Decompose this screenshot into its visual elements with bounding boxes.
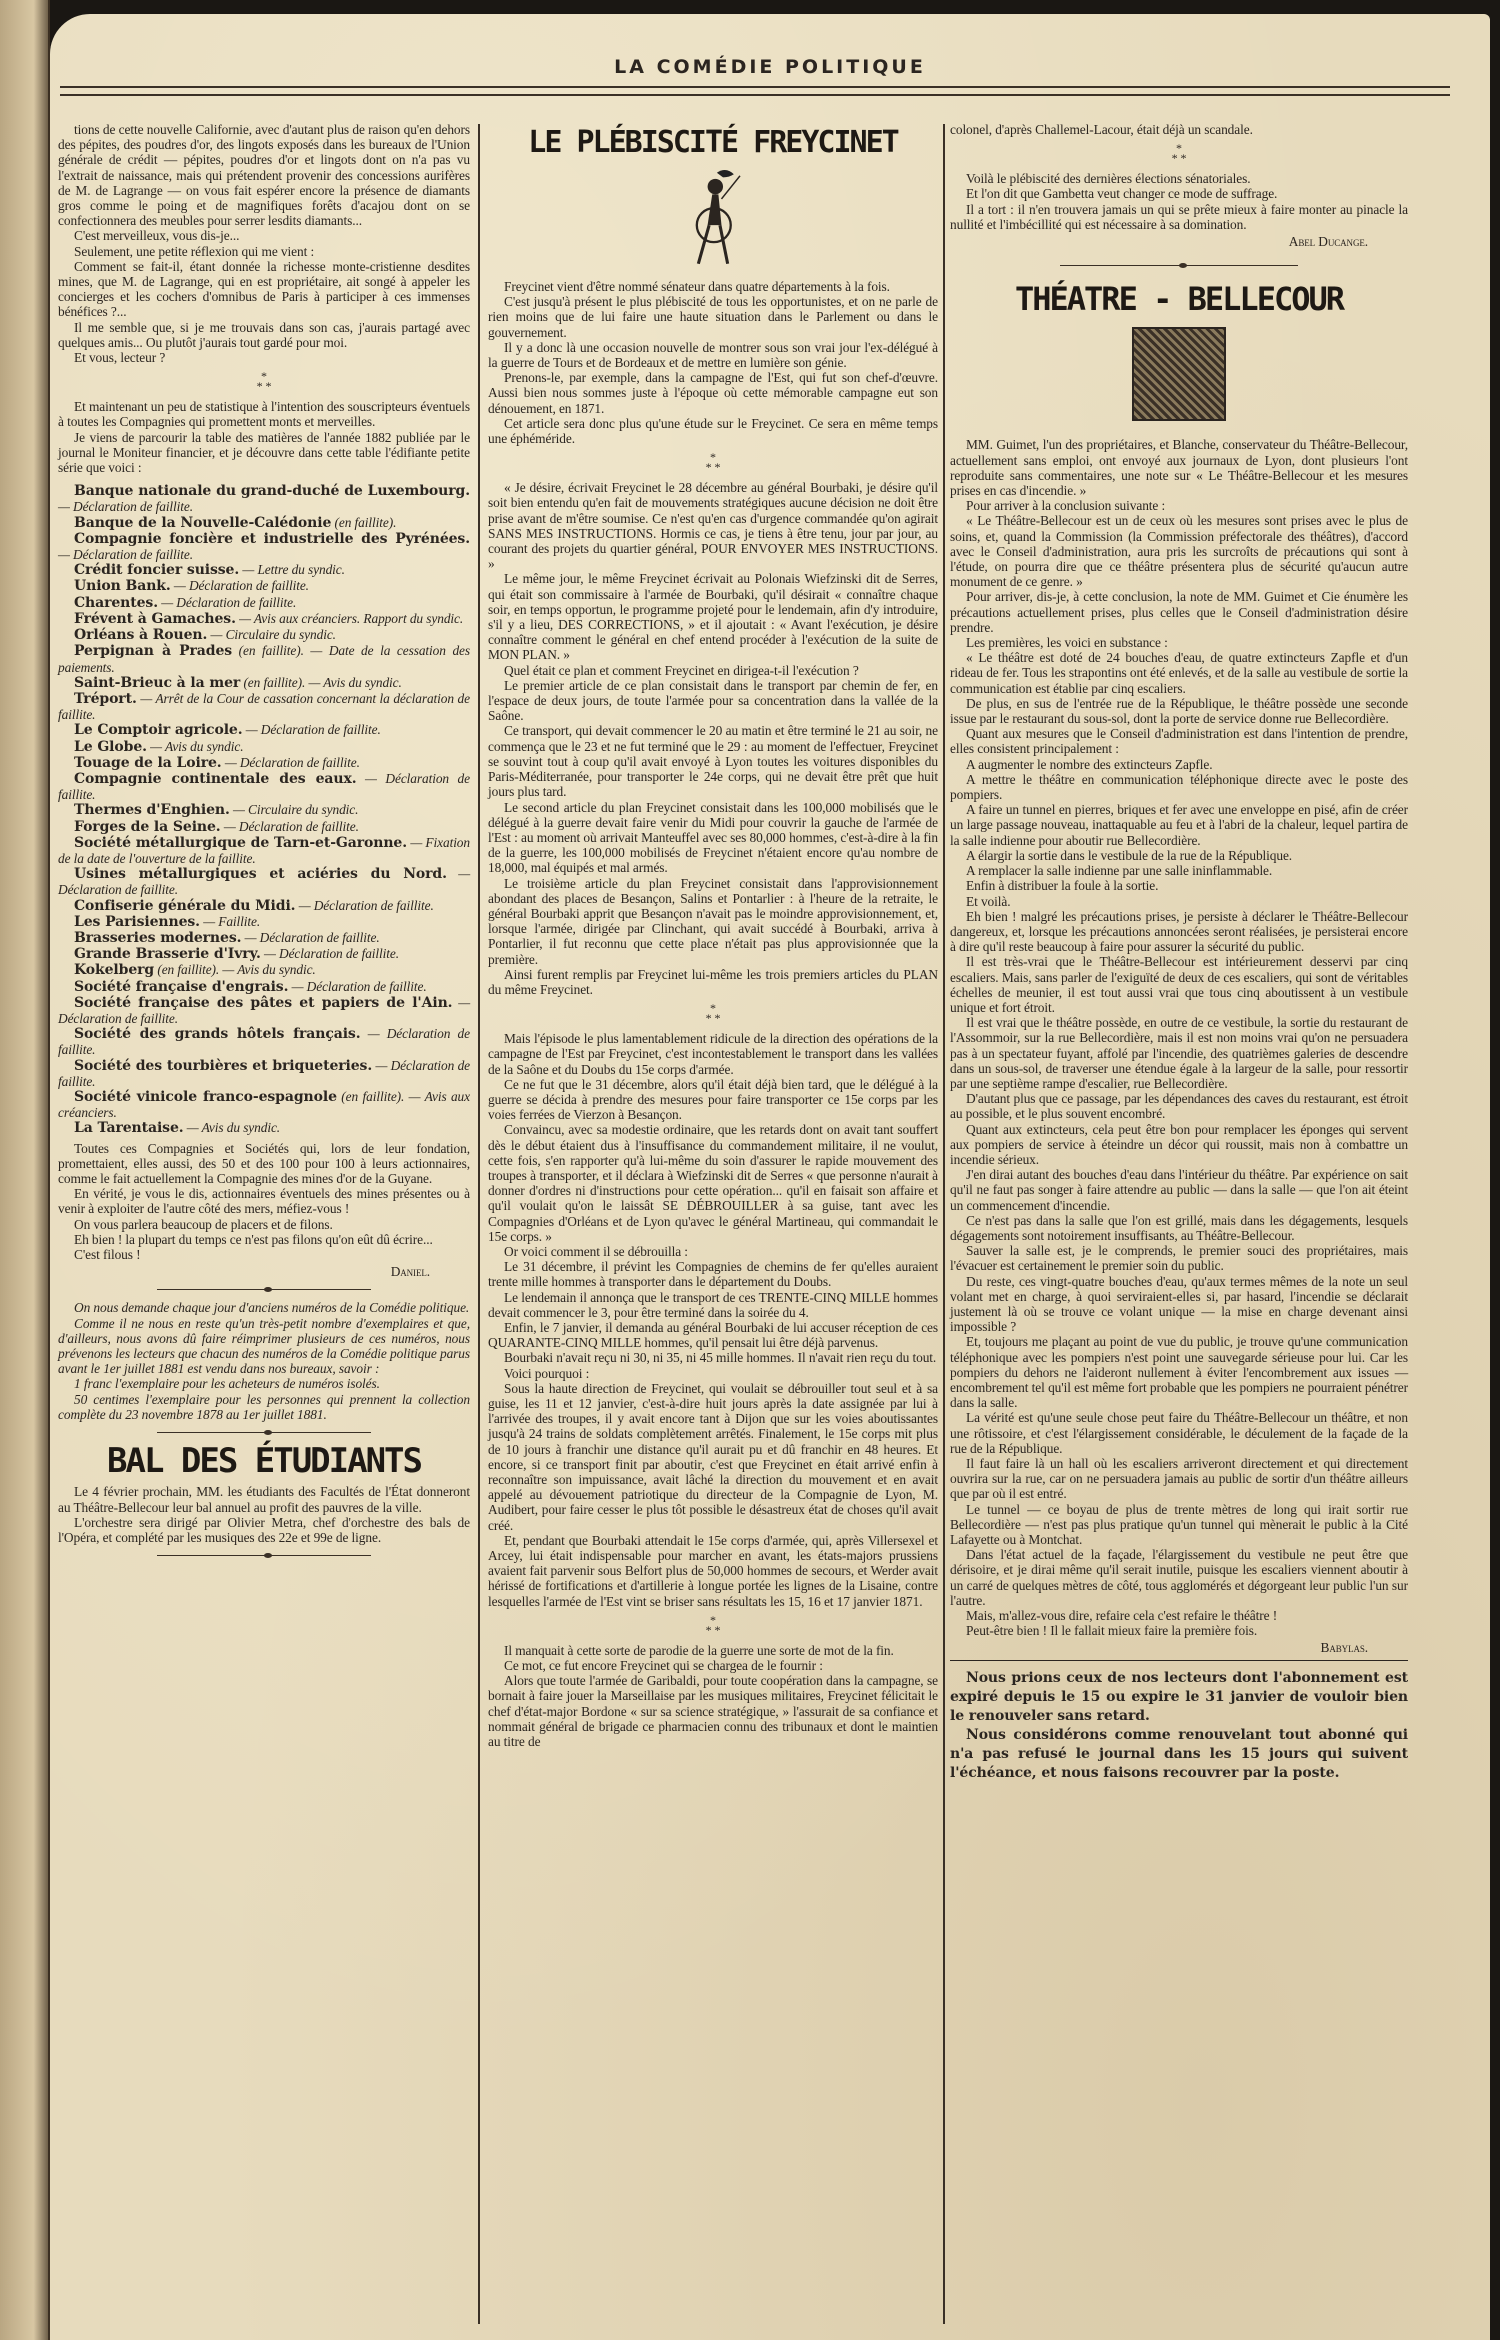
company-status: — Déclaration de faillite. <box>58 866 470 898</box>
paragraph: Ce n'est pas dans la salle que l'on est grillé, mais dans les dégagements, lesquels dégagements sont notoirement insuffisants, au Théâtre-Bellecour. <box>950 1212 1408 1243</box>
company-entry <box>58 595 470 611</box>
paragraph: Alors que toute l'armée de Garibaldi, pour toute coopération dans la campagne, se bornait à faire jouer la Marseillaise par les musiques militaires, Freycinet félicitait le chef d'état-major Bordone « sur sa science stratégique, » l'assurait de sa confiance et nommait général de brigade ce pharmacien connu des tribunaux et dont le maintien au titre de <box>488 1673 938 1750</box>
company-name: Charentes. <box>74 594 158 611</box>
paragraph: A mettre le théâtre en communication téléphonique directe avec le poste des pompiers. <box>950 771 1408 803</box>
company-entry <box>58 946 470 962</box>
paragraph: Il y a donc là une occasion nouvelle de montrer sous son vrai jour l'ex-délégué à la guerre de Tours et de Bordeaux et de mettre en lumière son génie. <box>488 339 938 371</box>
mining-article-intro <box>58 122 470 365</box>
company-entry <box>58 1089 470 1120</box>
section-stars: * * * <box>1171 141 1187 166</box>
company-entry <box>58 930 470 946</box>
paragraph: A remplacer la salle indienne par une salle ininflammable. <box>966 863 1273 879</box>
previous-page-edge <box>0 0 50 2340</box>
paragraph: Ainsi furent remplis par Freycinet lui-même les trois premiers articles du PLAN du même Freycinet. <box>488 966 938 997</box>
paragraph: Seulement, une petite réflexion qui me vient : <box>74 243 315 259</box>
statistics-intro <box>58 399 470 475</box>
paragraph: Le même jour, le même Freycinet écrivait au Polonais Wiefzinski dit de Serres, qui était son commissaire à l'armée de Bourbaki, qu'il désirait « connaître chaque soir, en temps opportun, le programme projeté pour le lendemain, afin d'y introduire, s'il y a lieu, DES CORRECTIONS, » et il ajoutait : « Avant l'exécution, je désire connaître comment le général en chef entend procéder à l'exécution de la suite de MON PLAN. » <box>488 571 938 663</box>
bal-article <box>58 1484 470 1545</box>
subscription-notice <box>950 1669 1408 1783</box>
company-status: (en faillite). — Avis du syndic. <box>157 962 316 978</box>
paragraph: Ce mot, ce fut encore Freycinet qui se chargea de le fournir : <box>504 1658 823 1674</box>
company-entry <box>58 914 470 930</box>
paragraph: Pour arriver à la conclusion suivante : <box>966 498 1166 514</box>
back-issues-notice <box>58 1300 470 1422</box>
company-name: Crédit foncier suisse. <box>74 562 240 579</box>
paragraph: A augmenter le nombre des extincteurs Zapfle. <box>966 756 1213 772</box>
company-name: Usines métallurgiques et aciéries du Nord. <box>74 866 447 883</box>
company-entry <box>58 722 470 738</box>
paragraph: Et, toujours me plaçant au point de vue du public, je trouve qu'une communication téléphonique avec les pompiers n'est point une sauvegarde sérieuse pour lui. Car les pompiers du dehors ne l'aideront nullement à éviter l'encombrement aux issues — encombrement tel qu'il est même fort probable que les pompiers ne pourraient pénétrer dans la salle. <box>950 1334 1408 1411</box>
paragraph: Dans l'état actuel de la façade, l'élargissement du vestibule ne peut être que dérisoire, et je dirai même qu'il serait inutile, puisque les escaliers viennent aboutir à un carré de quelques mètres de côté, tous agglomérés et dégorgeant leur public l'un sur l'autre. <box>950 1547 1408 1608</box>
company-entry <box>58 979 470 995</box>
company-status: — Déclaration de faillite. <box>291 978 427 994</box>
company-status: — Déclaration de faillite. <box>58 770 470 803</box>
company-name: Kokelberg <box>74 962 155 979</box>
company-name: Thermes d'Enghien. <box>74 802 230 819</box>
company-name: Compagnie continentale des eaux. <box>74 770 357 787</box>
paragraph: J'en dirai autant des bouches d'eau dans l'intérieur du théâtre. Par expérience on sait qu'il ne faut pas songer à faire attendre au public — dans la salle — que l'on ait éteint un commencement d'incendie. <box>950 1167 1408 1213</box>
company-entry <box>58 898 470 914</box>
paragraph: Et voilà. <box>966 893 1011 909</box>
company-status: — Déclaration de faillite. <box>58 1026 470 1058</box>
right-column <box>950 122 1408 1783</box>
company-entry <box>58 515 470 531</box>
freycinet-section-4 <box>488 1643 938 1749</box>
company-status: — Déclaration de faillite. <box>263 946 399 962</box>
paragraph: Et l'on dit que Gambetta veut changer ce mode de suffrage. <box>966 186 1278 202</box>
paragraph: Ce transport, qui devait commencer le 20 au matin et être terminé le 21 au soir, ne commença que le 23 et ne fut terminé que le 29 : au moment de l'effectuer, Freycinet se souvint tout à coup qu'il avait envoyé à Lyon toutes les voitures disponibles du Paris-Méditerranée, pour transporter le 24e corps, qui ne devait être prêt que huit jours plus tard. <box>488 723 938 800</box>
company-status: (en faillite). — Avis du syndic. <box>243 674 402 690</box>
paragraph: Toutes ces Compagnies et Sociétés qui, lors de leur fondation, promettaient, elles aussi, des 50 et des 100 pour 100 à leurs actionnaires, comme le fait actuellement la Compagnie des mines d'or de la Guyane. <box>58 1140 470 1186</box>
paragraph: Le 31 décembre, il prévint les Compagnies de chemins de fer qu'elles auraient trente mille hommes à transporter dans le département du Doubs. <box>488 1259 938 1290</box>
company-name: Le Globe. <box>74 738 147 755</box>
ornament-divider <box>157 1432 371 1433</box>
paragraph: Comment se fait-il, étant donnée la richesse monte-cristienne desdites mines, que M. de Lagrange, qui en est propriétaire, ait songé à appeler les concierges et les cochers d'omnibus de Paris à participer à ces immenses bénéfices ?... <box>58 258 470 320</box>
company-name: Saint-Brieuc à la mer <box>74 674 241 691</box>
freycinet-conclusion <box>950 171 1408 232</box>
company-entry <box>58 835 470 866</box>
signature: Daniel. <box>390 1264 430 1280</box>
paragraph: Freycinet vient d'être nommé sénateur dans quatre départements à la fois. <box>504 279 890 294</box>
company-name: Touage de la Loire. <box>74 754 222 771</box>
company-name: Grande Brasserie d'Ivry. <box>74 946 261 963</box>
company-name: Forges de la Seine. <box>74 818 221 835</box>
paragraph: 1 franc l'exemplaire pour les acheteurs de numéros isolés. <box>74 1376 380 1392</box>
paragraph: Il me semble que, si je me trouvais dans son cas, j'aurais partagé avec quelques amis... Ou plutôt j'aurais tout gardé pour moi. <box>58 319 470 350</box>
company-status: — Avis aux créanciers. Rapport du syndic. <box>239 610 464 626</box>
company-status: — Avis du syndic. <box>150 738 244 754</box>
article-title: LE PLÉBISCITÉ FREYCINET <box>528 125 898 160</box>
paragraph: Du reste, ces vingt-quatre bouches d'eau, qu'aux termes mêmes de la note un seul volant met en charge, à quoi serviraient-elles si, par hasard, l'incendie se déclarait justement là où se trouve ce volant unique — la mise en charge devenant ainsi impossible ? <box>950 1273 1408 1335</box>
paragraph: « Le théâtre est doté de 24 bouches d'eau, de quatre extincteurs Zapfle et d'un rideau de fer. Tous les strapontins ont été enlevés, et de la salle au vestibule de sortie la communication est établie par cinq escaliers. <box>950 650 1408 696</box>
company-status: — Déclaration de faillite. <box>58 1057 471 1089</box>
theatre-engraving-illustration <box>1132 327 1226 421</box>
section-stars: * * * <box>705 450 721 475</box>
company-entry <box>58 627 470 643</box>
company-entry <box>58 691 470 722</box>
paragraph: Il a tort : il n'en trouvera jamais un qui se prête mieux à faire monter au pinacle la nullité et l'imbécillité qui est nécessaire à sa domination. <box>950 201 1408 232</box>
ornament-divider <box>157 1555 371 1556</box>
paragraph: Et maintenant un peu de statistique à l'intention des souscripteurs éventuels à toutes les Compagnies qui promettent monts et merveilles. <box>58 399 470 430</box>
paragraph: Eh bien ! la plupart du temps ce n'est pas filons qu'on eût dû écrire... <box>74 1231 433 1247</box>
paragraph: Quant aux extincteurs, cela peut être bon pour remplacer les éponges qui servent aux pompiers de service à éteindre un décor qui roussit, mais non à combattre un incendie sérieux. <box>950 1121 1408 1167</box>
paragraph: Cet article sera donc plus qu'une étude sur le Freycinet. Ce sera en même temps une éphéméride. <box>488 415 938 447</box>
signature: Babylas. <box>1320 1640 1368 1656</box>
paragraph: Bourbaki n'avait reçu ni 30, ni 35, ni 45 mille hommes. Il n'avait rien reçu du tout. <box>504 1350 937 1366</box>
paragraph: On nous demande chaque jour d'anciens numéros de la Comédie politique. <box>74 1300 470 1316</box>
section-stars: * * * <box>705 1001 721 1026</box>
company-entry <box>58 611 470 627</box>
paragraph: Pour arriver, dis-je, à cette conclusion, la note de MM. Guimet et Cie énumère les précautions actuellement prises, plus celles que le Conseil d'administration désire prendre. <box>950 589 1408 635</box>
freycinet-section-2 <box>488 480 938 997</box>
paragraph: Prenons-le, par exemple, dans la campagne de l'Est, qui fut son chef-d'œuvre. Aussi bien nous sommes juste à l'époque où cette mémorable campagne eut son dénouement, en 1871. <box>488 370 938 416</box>
paragraph: Il manquait à cette sorte de parodie de la guerre une sorte de mot de la fin. <box>504 1642 894 1658</box>
paragraph: Le tunnel — ce boyau de plus de trente mètres de long qui irait sortir rue Bellecordière — n'est pas plus pratique qu'un tunnel qui mènerait le public à la Cité Lafayette ou à Montchat. <box>950 1501 1408 1548</box>
paragraph: Les premières, les voici en substance : <box>966 635 1168 651</box>
company-status: — Déclaration de faillite. <box>223 818 359 834</box>
company-name: Perpignan à Prades <box>74 643 233 660</box>
paragraph: Il faut faire là un hall où les escaliers arriveront directement et qui directement ouvrira sur la rue, car on ne persuadera jamais au public de sortir d'un théâtre ailleurs que par où il est entré. <box>950 1456 1408 1502</box>
company-status: — Avis du syndic. <box>186 1120 281 1136</box>
company-name: Frévent à Gamaches. <box>74 610 236 627</box>
masthead-rule <box>60 86 1450 88</box>
continuation-line: colonel, d'après Challemel-Lacour, était déjà un scandale. <box>950 122 1253 137</box>
paragraph: tions de cette nouvelle Californie, avec d'autant plus de raison qu'en dehors des pépites, des poudres d'or, des lingots exposés dans les bureaux de l'Union générale de crédit — pépites, poudres d'or et lingots dont on n'a pas vu l'extrait de naissance, mais qui prétendent provenir des concessions aurifères de M. de Lagrange — on vous fait espérer encore la présence de diamants gros comme le poing et de magnifiques forêts d'acajou dont on se confectionnera des meubles pour serrer lesdits diamants... <box>58 122 470 229</box>
paragraph: Quant aux mesures que le Conseil d'administration est dans l'intention de prendre, elles consistent principalement : <box>950 726 1408 757</box>
company-status: — Lettre du syndic. <box>242 562 345 578</box>
newspaper-page <box>50 14 1490 2340</box>
company-status: — Déclaration de faillite. <box>58 994 470 1026</box>
paragraph: De plus, en sus de l'entrée rue de la République, le théâtre possède une seconde issue par le restaurant du sous-sol, dont la porte de service donne rue Bellecordière. <box>950 695 1408 727</box>
paragraph: Enfin à distribuer la foule à la sortie. <box>966 878 1159 894</box>
company-entry <box>58 1120 470 1136</box>
company-entry <box>58 531 470 562</box>
company-status: (en faillite). — Date de la cessation des paiements. <box>58 643 470 675</box>
paragraph: Mais, m'allez-vous dire, refaire cela c'est refaire le théâtre ! <box>966 1608 1278 1624</box>
paragraph: Et vous, lecteur ? <box>74 350 166 366</box>
middle-column <box>488 122 938 1749</box>
company-status: — Circulaire du syndic. <box>210 627 336 643</box>
company-status: — Arrêt de la Cour de cassation concernant la déclaration de faillite. <box>58 690 471 723</box>
paragraph: Peut-être bien ! Il le fallait mieux faire la première fois. <box>966 1623 1258 1639</box>
paragraph: Or voici comment il se débrouilla : <box>504 1243 688 1259</box>
paragraph: Le troisième article du plan Freycinet consistait dans l'approvisionnement abondant des places de Besançon, Salins et Pontarlier : à l'heure de la retraite, le général Bourbaki apprit que Besançon n'avait pas le moindre approvisionnement, et, lorsque l'armée, dirigée par Clinchant, qui avait succédé à Bourbaki, arriva à Pontarlier, il fut reconnu que cette place n'était pas plus approvisionnée que la première. <box>488 875 938 967</box>
company-entry <box>58 739 470 755</box>
ornament-divider <box>1060 265 1298 266</box>
paragraph: « Le Théâtre-Bellecour est un de ceux où les mesures sont prises avec le plus de soins, et, quand la Commission (la Commission préfectorale des théâtres), d'accord avec le Conseil d'administration, aura pris les surcroîts de précautions qui sont à l'étude, on pourra dire que ce théâtre présentera plus de sécurité qu'aucun autre monument de ce genre. » <box>950 513 1408 590</box>
paragraph: « Je désire, écrivait Freycinet le 28 décembre au général Bourbaki, je désire qu'il soit bien entendu qu'en fait de mouvements stratégiques aucune décision ne doit être prise avant de m'être soumise. Ce n'est qu'en cas d'urgence commandée qu'on agirait SANS MES INSTRUCTIONS. Hormis ce cas, je tiens à être tenu, jour par jour, au courant des projets du quartier général, POUR ENVOYER MES INSTRUCTIONS. » <box>488 480 938 572</box>
company-entry <box>58 819 470 835</box>
company-entry <box>58 771 470 802</box>
paragraph: Nous prions ceux de nos lecteurs dont l'abonnement est expiré depuis le 15 ou expire le 31 janvier de vouloir bien le renouveler sans retard. <box>950 1669 1408 1724</box>
company-status: — Fixation de la date de l'ouverture de la faillite. <box>58 834 470 866</box>
freycinet-caricature-illustration <box>678 165 748 273</box>
paragraph: On vous parlera beaucoup de placers et de filons. <box>74 1216 333 1232</box>
company-entry <box>58 578 470 594</box>
company-name: Banque nationale du grand-duché de Luxembourg. <box>74 483 470 500</box>
paragraph: Sous la haute direction de Freycinet, qui voulait se débrouiller tout seul et à sa guise, les 11 et 12 janvier, c'est-à-dire huit jours après la date assignée par lui à l'arrivée des troupes, il y avait encore tant à Dijon que sur les voies aboutissantes jusqu'à 24 trains de soldats complètement arrêtés. Finalement, le 15e corps mit plus de 10 jours à franchir une distance qu'il aurait pu et dû franchir en 48 heures. Et encore, si ce transport finit par aboutir, c'est que Freycinet en était arrivé enfin à reconnaître son impuissance, avait lâché la direction du mouvement et en avait appelé au dévouement patriotique du directeur de la Compagnie de Lyon, M. Audibert, pour faire cesser le plus tôt possible le désastreux état de choses qu'il avait créé. <box>488 1380 938 1533</box>
paragraph: Nous considérons comme renouvelant tout abonné qui n'a pas refusé le journal dans les 15 jours qui suivent l'échéance, et nous faisons recouvrer par la poste. <box>950 1726 1408 1781</box>
left-column <box>58 122 470 1566</box>
company-entry <box>58 962 470 978</box>
company-name: Compagnie foncière et industrielle des Pyrénées. <box>74 530 470 547</box>
paragraph: Voilà le plébiscité des dernières élections sénatoriales. <box>966 171 1251 187</box>
company-name: La Tarentaise. <box>74 1120 184 1137</box>
divider <box>950 1660 1408 1661</box>
company-status: — Déclaration de faillite. <box>244 929 380 945</box>
column-divider <box>478 124 480 2324</box>
paragraph: 50 centimes l'exemplaire pour les personnes qui prennent la collection complète du 23 novembre 1878 au 1er juillet 1881. <box>58 1391 470 1422</box>
company-entry <box>58 562 470 578</box>
ornament-divider <box>157 1289 371 1290</box>
paragraph: Il est vrai que le théâtre possède, en outre de ce vestibule, la sortie du restaurant de l'Assommoir, sur la rue Bellecordière, mais il est non moins vrai qu'on ne persuadera pas à un spectateur fuyant, affolé par l'incendie, des quatrièmes galeries de descendre dans un sous-sol, de traverser une étendue égale à la largeur de la salle, pour ressortir par une septième rampe d'escalier, rue Bellecordière. <box>950 1015 1408 1091</box>
masthead-rule <box>60 94 1450 96</box>
company-entry <box>58 866 470 897</box>
company-name: Orléans à Rouen. <box>74 627 208 644</box>
paragraph: Le premier article de ce plan consistait dans le transport par chemin de fer, en l'espace de deux jours, de toute l'armée pour sa concentration dans la vallée de la Saône. <box>488 677 938 724</box>
paragraph: Le 4 février prochain, MM. les étudiants des Facultés de l'État donneront au Théâtre-Bellecour leur bal annuel au profit des pauvres de la ville. <box>58 1484 470 1515</box>
company-status: — Faillite. <box>203 913 261 929</box>
paragraph: En vérité, je vous le dis, actionnaires éventuels des mines présentes ou à venir à exploiter de l'autre côté des mers, méfiez-vous ! <box>58 1186 470 1217</box>
company-entry <box>58 675 470 691</box>
company-name: Société des tourbières et briqueteries. <box>74 1057 373 1074</box>
company-name: Société française des pâtes et papiers de l'Ain. <box>74 994 453 1011</box>
paragraph: C'est jusqu'à présent le plus plébiscité de tous les opportunistes, et on ne parle de rien moins que de lui faire une haute situation dans le Parlement ou dans le gouvernement. <box>488 294 938 340</box>
company-name: Société vinicole franco-espagnole <box>74 1088 337 1105</box>
company-status: (en faillite). <box>334 514 397 530</box>
company-entry <box>58 995 470 1026</box>
masthead: LA COMÉDIE POLITIQUE <box>614 56 926 78</box>
company-status: (en faillite). — Avis aux créanciers. <box>58 1088 471 1121</box>
column-divider <box>943 124 945 2324</box>
company-status: — Déclaration de faillite. <box>245 722 381 738</box>
theatre-article <box>950 437 1408 1638</box>
bal-title: BAL DES ÉTUDIANTS <box>107 1441 421 1482</box>
freycinet-section-1 <box>488 279 938 446</box>
company-name: Tréport. <box>74 690 137 707</box>
paragraph: A faire un tunnel en pierres, briques et fer avec une enveloppe en pisé, afin de créer un large passage nouveau, inattaquable au feu et à l'abri de la chaleur, lequel partira de la salle indienne pour aboutir rue Bellecordière. <box>950 802 1408 848</box>
paragraph: D'autant plus que ce passage, par les dépendances des caves du restaurant, est étroit au possible, et le plus souvent encombré. <box>950 1091 1408 1122</box>
company-name: Le Comptoir agricole. <box>74 722 243 739</box>
paragraph: Le second article du plan Freycinet consistait dans les 100,000 mobilisés que le délégué à la guerre devait faire venir du Midi pour couvrir la gauche de l'armée de l'Est : au moment où arrivait Manteuffel avec ses 80,000 hommes, c'est-à-dire à la fin de la guerre, les 100,000 mobilisés de Freycinet n'étaient encore qu'au nombre de 18,000, mal équipés et mal armés. <box>488 799 938 876</box>
company-status: — Déclaration de faillite. <box>173 578 309 594</box>
paragraph: Ce ne fut que le 31 décembre, alors qu'il était déjà bien tard, que le délégué à la guerre se décida à prendre des mesures pour faire transporter ce 15e corps par les voies ferrées de Vierzon à Besançon. <box>488 1076 938 1123</box>
company-name: Union Bank. <box>74 578 171 595</box>
company-status: — Circulaire du syndic. <box>232 802 359 818</box>
section-stars: * * * <box>256 369 272 394</box>
paragraph: C'est filous ! <box>74 1247 141 1263</box>
mining-article-closing <box>58 1141 470 1263</box>
paragraph: A élargir la sortie dans le vestibule de la rue de la République. <box>966 847 1293 863</box>
paragraph: Je viens de parcourir la table des matières de l'année 1882 publiée par le journal le Moniteur financier, et je découvre dans cette table l'édifiante petite série que voici : <box>58 429 470 476</box>
paragraph: Et, pendant que Bourbaki attendait le 15e corps d'armée, qui, après Villersexel et Arcey, lui était indispensable pour marcher en avant, les états-majors prussiens avaient fait parvenir sous Belfort plus de 50,000 hommes de secours, et Werder avait hérissé de fortifications et d'artillerie à longue portée les lignes de la Lisaine, contre lesquelles l'armée de l'Est vint se briser sans résultats les 15, 16 et 17 janvier 1871. <box>488 1532 938 1609</box>
paragraph: Le lendemain il annonça que le transport de ces TRENTE-CINQ MILLE hommes devait commencer le 3, pour être terminé dans la soirée du 4. <box>488 1289 938 1320</box>
paragraph: Convaincu, avec sa modestie ordinaire, que les retards dont on avait tant souffert dès le début étaient dus à l'insuffisance du commandement militaire, il ne voulut, cette fois, s'en rapporter qu'à lui-même du soin d'assurer le rapide mouvement des troupes à transporter, et il déclara à Wiefzinski dit de Serres « que personne n'aurait à donner d'ordres ni d'instructions pour cette opération... qu'il en faisait son affaire et qu'il voulait qu'on le laissât SE DÉBROUILLER à sa guise, tant avec les Compagnies d'Orléans et de Lyon qu'avec le général Martineau, qui commandait le 15e corps. » <box>488 1122 938 1244</box>
company-status: — Déclaration de faillite. <box>58 499 194 515</box>
paragraph: C'est merveilleux, vous dis-je... <box>74 228 240 244</box>
paragraph: Sauver la salle est, je le comprends, le premier souci des propriétaires, mais l'évacuer est certainement le premier soin du public. <box>950 1243 1408 1274</box>
paragraph: L'orchestre sera dirigé par Olivier Metra, chef d'orchestre des bals de l'Opéra, et complété par les musiques des 22e et 99e de ligne. <box>58 1514 470 1546</box>
paragraph: Mais l'épisode le plus lamentablement ridicule de la direction des opérations de la campagne de l'Est par Freycinet, c'est incontestablement le transport dans les vallées de la Saône et du Doubs du 15e corps d'armée. <box>488 1031 938 1077</box>
company-entry <box>58 755 470 771</box>
company-name: Confiserie générale du Midi. <box>74 897 296 914</box>
company-status: — Déclaration de faillite. <box>298 897 434 913</box>
company-entry <box>58 1026 470 1057</box>
paragraph: Eh bien ! malgré les précautions prises, je persiste à déclarer le Théâtre-Bellecour dangereux, et, lorsque les précautions annoncées seront réalisées, je persisterai encore à dire qu'il reste beaucoup à faire pour assurer la sécurité du public. <box>950 908 1408 955</box>
paragraph: Comme il ne nous en reste qu'un très-petit nombre d'exemplaires et que, d'ailleurs, nous avons dû faire réimprimer plusieurs de ces numéros, nous prévenons les lecteurs que chacun des numéros de la Comédie politique parus avant le 1er juillet 1881 est vendu dans nos bureaux, savoir : <box>58 1315 470 1377</box>
paragraph: Voici pourquoi : <box>504 1365 590 1381</box>
company-entry <box>58 643 470 674</box>
paragraph: Enfin, le 7 janvier, il demanda au général Bourbaki de lui accuser réception de ces QUARANTE-CINQ MILLE hommes, qu'il pensait lui être déjà parvenus. <box>488 1320 938 1351</box>
company-name: Banque de la Nouvelle-Calédonie <box>74 514 332 531</box>
company-name: Les Parisiennes. <box>74 913 200 930</box>
company-name: Brasseries modernes. <box>74 929 242 946</box>
paragraph: Quel était ce plan et comment Freycinet en dirigea-t-il l'exécution ? <box>504 662 859 678</box>
company-status: — Déclaration de faillite. <box>224 754 360 770</box>
bankrupt-companies-list <box>58 483 470 1136</box>
company-name: Société métallurgique de Tarn-et-Garonne. <box>74 834 407 851</box>
section-stars: * * * <box>705 1612 721 1637</box>
company-status: — Déclaration de faillite. <box>161 594 297 610</box>
paragraph: La vérité est qu'une seule chose peut faire du Théâtre-Bellecour un théâtre, et non une rôtissoire, et c'est l'élargissement considérable, le déculement de la façade de la rue de la République. <box>950 1410 1408 1456</box>
company-entry <box>58 483 470 514</box>
company-name: Société française d'engrais. <box>74 978 289 995</box>
freycinet-section-3 <box>488 1031 938 1609</box>
company-entry <box>58 1058 470 1089</box>
signature: Abel Ducange. <box>1288 234 1368 250</box>
paragraph: MM. Guimet, l'un des propriétaires, et Blanche, conservateur du Théâtre-Bellecour, actuellement sans emploi, ont envoyé aux journaux de Lyon, dont plusieurs l'ont reproduite sans commentaires, une note sur « Le Théâtre-Bellecour et les mesures prises en cas d'incendie. » <box>950 437 1408 499</box>
company-entry <box>58 802 470 818</box>
company-name: Société des grands hôtels français. <box>74 1026 361 1043</box>
theatre-title: THÉATRE - BELLECOUR <box>1014 280 1344 319</box>
paragraph: Il est très-vrai que le Théâtre-Bellecour est intérieurement desservi par cinq escaliers. Mais, sans parler de l'exiguïté de deux de ces escaliers, qui sont de véritables échelles de meunier, il est tout aussi vrai que tous cinq aboutissent à un vestibule unique et fort étroit. <box>950 954 1408 1015</box>
company-status: — Déclaration de faillite. <box>58 547 194 563</box>
